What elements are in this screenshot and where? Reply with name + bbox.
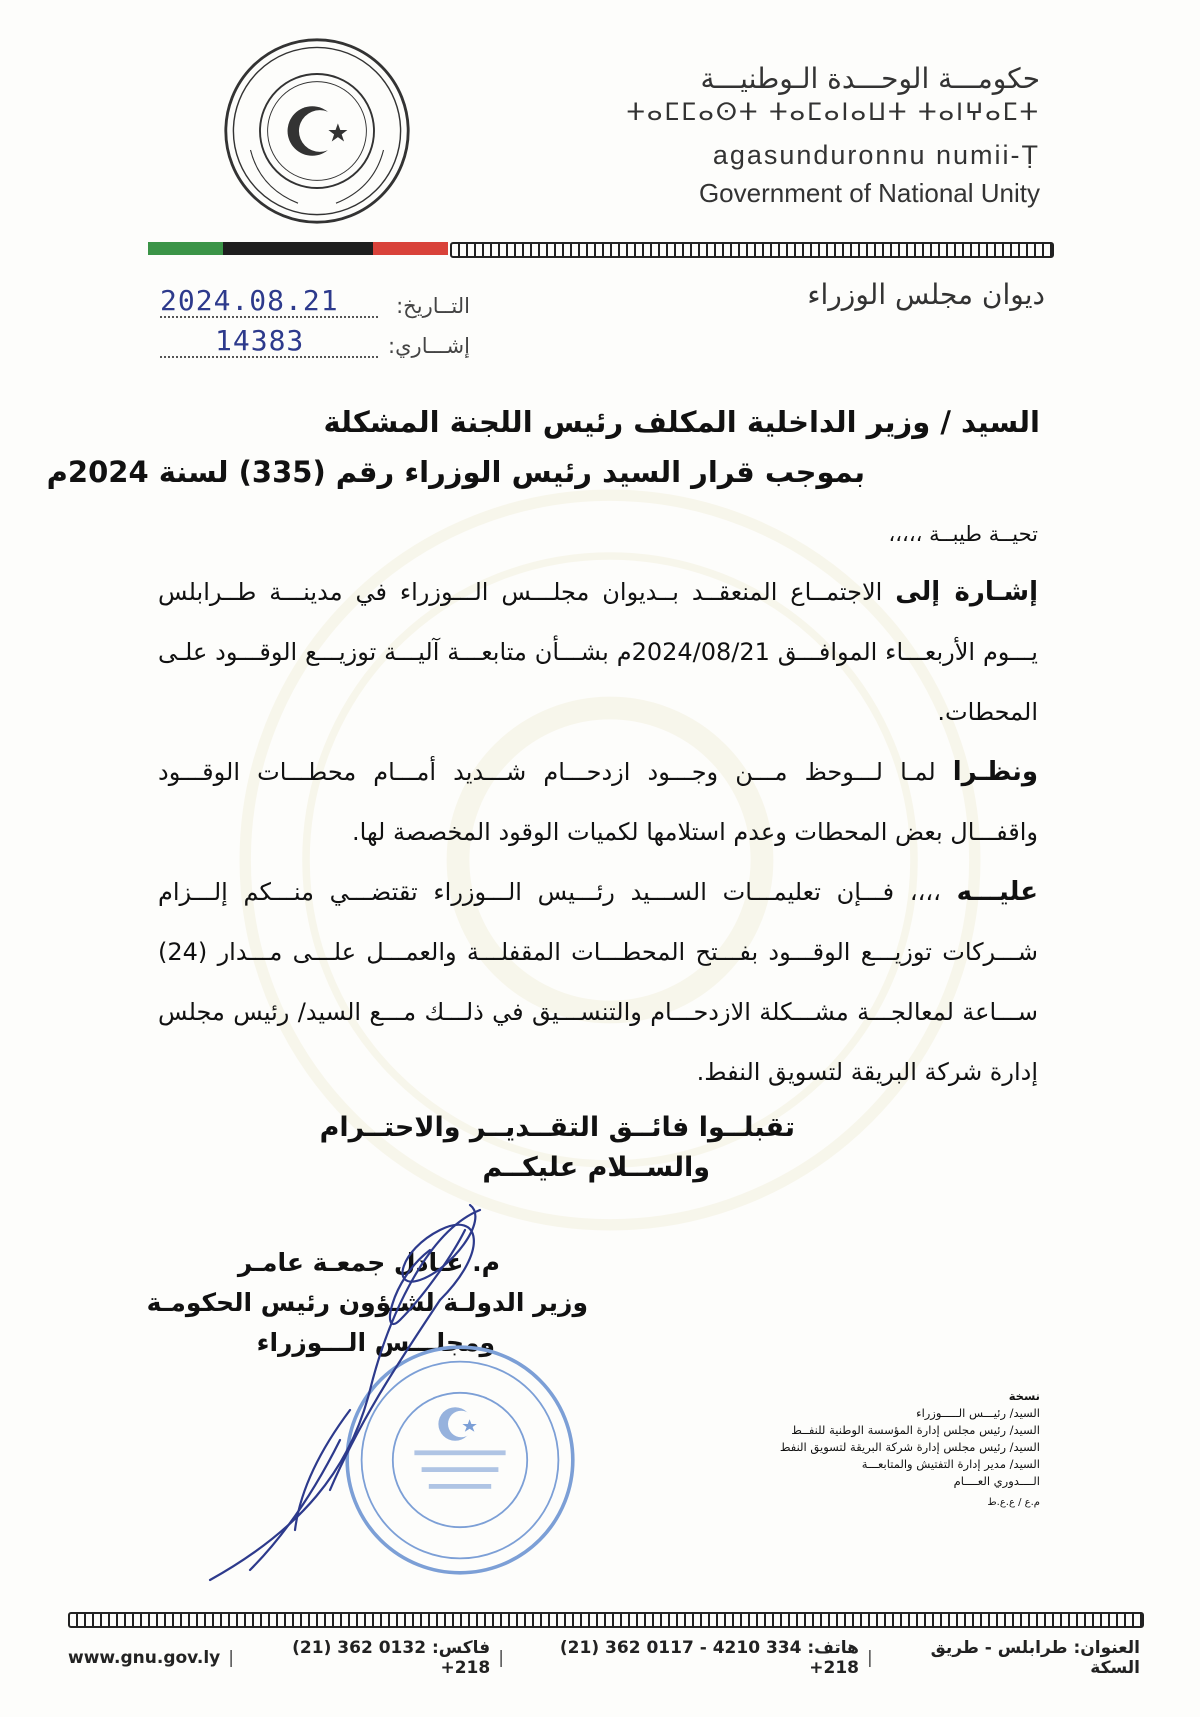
flag-red-stripe xyxy=(373,242,448,255)
state-emblem-icon xyxy=(222,36,412,226)
copy-recipient-text: الــــدوري العــــام xyxy=(953,1474,1040,1488)
website-link[interactable]: www.gnu.gov.ly xyxy=(68,1648,221,1668)
government-name-amazigh-latin: agasunduronnu numii-Ṭ xyxy=(712,140,1040,170)
reference-value: 14383 xyxy=(215,324,305,357)
paragraph-whereas xyxy=(158,742,1038,862)
paragraph-instruction xyxy=(158,862,1038,1102)
flag-black-stripe xyxy=(223,242,373,255)
paragraph-instruction-lead: عليـــه xyxy=(956,877,1038,907)
closing-salutation: والســلام عليكــم xyxy=(482,1152,710,1183)
date-field xyxy=(160,284,470,326)
copies-list xyxy=(720,1388,1040,1511)
copy-recipient xyxy=(720,1456,1040,1473)
decorative-chain-border xyxy=(450,242,1054,258)
addressee-line-2: بموجب قرار السيد رئيس الوزراء رقم (335) لسنة 2024م xyxy=(46,455,865,489)
fax-number: فاكس: 0132 362 (21) 218+ xyxy=(292,1638,491,1678)
paragraph-whereas-lead: ونظـرا xyxy=(952,757,1038,787)
greeting: تحيــة طيبــة ،،،،، xyxy=(888,522,1038,546)
handwritten-signature-icon xyxy=(190,1190,510,1590)
office-title: ديوان مجلس الوزراء xyxy=(807,278,1045,311)
date-label: التــاريخ: xyxy=(396,294,470,318)
signatory-title-line-2: ومجلـــس الـــوزراء xyxy=(256,1328,495,1357)
flag-green-stripe xyxy=(148,242,223,255)
government-name-english: Government of National Unity xyxy=(698,178,1040,208)
copy-recipient-text: السيد/ مدير إدارة التفتيش والمتابعـــة xyxy=(861,1457,1040,1471)
flag-colors-bar xyxy=(148,242,448,255)
copy-recipient-text: السيد/ رئيس مجلس إدارة المؤسسة الوطنية للنفــط xyxy=(791,1423,1040,1437)
footer-chain-border xyxy=(68,1612,1144,1628)
signatory-name: م. عـادل جمعـة عامـر xyxy=(237,1248,500,1277)
footer-contact: www.gnu.gov.ly | فاكس: 0132 362 (21) 218+ | هاتف: 334 4210 - 0117 362 (21) 218+ | العنوان: طرابلس - طريق السكة xyxy=(68,1638,1140,1678)
copy-recipient xyxy=(720,1439,1040,1456)
paragraph-reference xyxy=(158,562,1038,742)
reference-label: إشـــاري: xyxy=(388,334,470,358)
copy-recipient xyxy=(720,1473,1040,1490)
copy-recipient xyxy=(720,1422,1040,1439)
phone-number: هاتف: 334 4210 - 0117 362 (21) 218+ xyxy=(559,1638,859,1678)
addressee-line-1: السيد / وزير الداخلية المكلف رئيس اللجنة المشكلة xyxy=(323,405,1040,439)
paragraph-instruction-body: ،،،، فـــإن تعليمـــات الســـيد رئـــيس الـــوزراء تقتضـــي منـــكم إلـــزام شـــركات توزيـــع الوقـــود بفـــتح المحطـــات المقفلـــة والعمـــل علـــى مـــدار (24) ســـاعة لمعالجـــة مشـــكلة الازدحـــام والتنســـيق في ذلـــك مـــع السيد/ رئيس مجلس إدارة شركة البريقة لتسويق النفط. xyxy=(158,878,1038,1086)
paragraph-reference-lead: إشـارة إلى xyxy=(895,577,1038,607)
date-value: 2024.08.21 xyxy=(160,284,339,317)
government-name-tifinagh: ⵜⴰⵎⵎⴰⵙⵜ ⵜⴰⵎⴰⵏⴰⵡⵜ ⵜⴰⵏⵖⴰⵎⵜ xyxy=(626,98,1040,126)
initials-reference: م.ع / ع.ع.ط xyxy=(987,1497,1040,1508)
copy-recipient-text: السيد/ رئيـــس الـــــوزراء xyxy=(916,1406,1040,1420)
copies-label: نسخة xyxy=(1008,1389,1040,1403)
signatory-title-line-1: وزير الدولـة لشـؤون رئيس الحكومـة xyxy=(146,1288,588,1317)
government-name-arabic: حكومـــة الوحـــدة الـوطنيـــة xyxy=(700,62,1040,95)
postal-address: العنوان: طرابلس - طريق السكة xyxy=(930,1638,1140,1678)
copy-recipient-text: السيد/ رئيس مجلس إدارة شركة البريقة لتسويق النفط xyxy=(779,1440,1040,1454)
paragraph-reference-body: الاجتمــاع المنعقــد بــديوان مجلـــس الـــوزراء في مدينـــة طــرابلس يـــوم الأربعـــاء الموافـــق 2024/08/21م بشـــأن متابعـــة آليـــة توزيـــع الوقـــود علـى المحطات. xyxy=(158,578,1038,726)
reference-field xyxy=(160,324,470,366)
closing-regards: تقبلــوا فائــق التقــديــر والاحتــرام xyxy=(319,1112,795,1143)
copy-recipient xyxy=(720,1405,1040,1422)
paragraph-whereas-body: لمـا لـــوحظ مـــن وجـــود ازدحـــام شـــديد أمـــام محطـــات الوقـــود واقفـــال بعض المحطات وعدم استلامها لكميات الوقود المخصصة لها. xyxy=(158,758,1038,846)
